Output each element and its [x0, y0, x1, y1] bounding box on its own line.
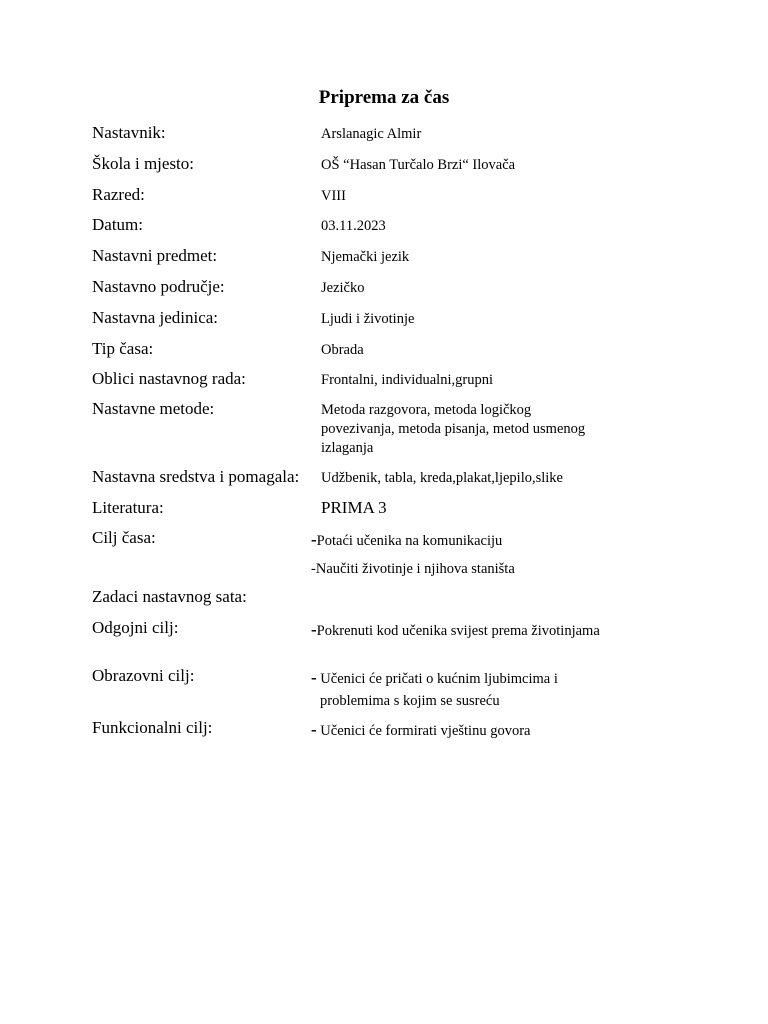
field-value: Obrada [321, 342, 364, 358]
value-line: izlaganja [321, 440, 374, 456]
field-value: VIII [321, 188, 346, 204]
page-title: Priprema za čas [318, 87, 450, 108]
field-label: Nastavna sredstva i pomagala: [92, 467, 300, 486]
funkcionalni-text: Učenici će formirati vještinu govora [320, 723, 531, 739]
field-label: Zadaci nastavnog sata: [92, 587, 247, 606]
field-label: Obrazovni cilj: [92, 666, 195, 685]
field-label: Nastavna jedinica: [92, 308, 219, 327]
field-value [321, 401, 585, 458]
cilj-item: Potaći učenika na komunikaciju [316, 533, 503, 549]
field-value: OŠ “Hasan Turčalo Brzi“ Ilovača [321, 157, 516, 173]
dash-bullet: - [311, 530, 317, 549]
field-value: PRIMA 3 [321, 498, 387, 517]
cilj-item: Naučiti životinje i njihova staništa [315, 561, 515, 577]
field-label: Funkcionalni cilj: [92, 718, 213, 737]
odgojni-text: Pokrenuti kod učenika svijest prema životinjama [316, 623, 600, 639]
field-value: Arslanagic Almir [321, 126, 422, 142]
dash-bullet: - [311, 620, 317, 639]
field-value [311, 620, 600, 641]
field-value: Jezičko [321, 280, 365, 296]
dash-bullet: - [311, 668, 317, 687]
field-label: Cilj časa: [92, 528, 156, 547]
field-value: 03.11.2023 [321, 218, 386, 234]
field-label: Škola i mjesto: [92, 154, 194, 173]
field-label: Oblici nastavnog rada: [92, 369, 246, 388]
field-value: Njemački jezik [321, 249, 410, 265]
field-label: Literatura: [92, 498, 164, 517]
field-label: Nastavne metode: [92, 399, 215, 418]
field-label: Nastavni predmet: [92, 246, 218, 265]
field-value [311, 720, 530, 741]
field-label: Odgojni cilj: [92, 618, 179, 637]
field-value: Frontalni, individualni,grupni [321, 372, 493, 388]
field-value [311, 530, 502, 551]
obrazovni-line: Učenici će pričati o kućnim ljubimcima i [320, 671, 558, 687]
field-label: Datum: [92, 215, 143, 234]
obrazovni-line: problemima s kojim se susreću [320, 693, 500, 709]
field-value: Udžbenik, tabla, kreda,plakat,ljepilo,slike [321, 470, 563, 486]
field-label: Nastavno područje: [92, 277, 225, 296]
field-label: Razred: [92, 185, 145, 204]
dash-bullet: - [311, 720, 317, 739]
field-value: Ljudi i životinje [321, 311, 415, 327]
field-label: Tip časa: [92, 339, 154, 358]
value-line: povezivanja, metoda pisanja, metod usmenog [321, 421, 586, 437]
field-value: -Naučiti životinje i njihova staništa [311, 561, 515, 577]
field-label: Nastavnik: [92, 123, 166, 142]
value-line: Metoda razgovora, metoda logičkog [321, 402, 532, 418]
field-value [311, 668, 558, 711]
